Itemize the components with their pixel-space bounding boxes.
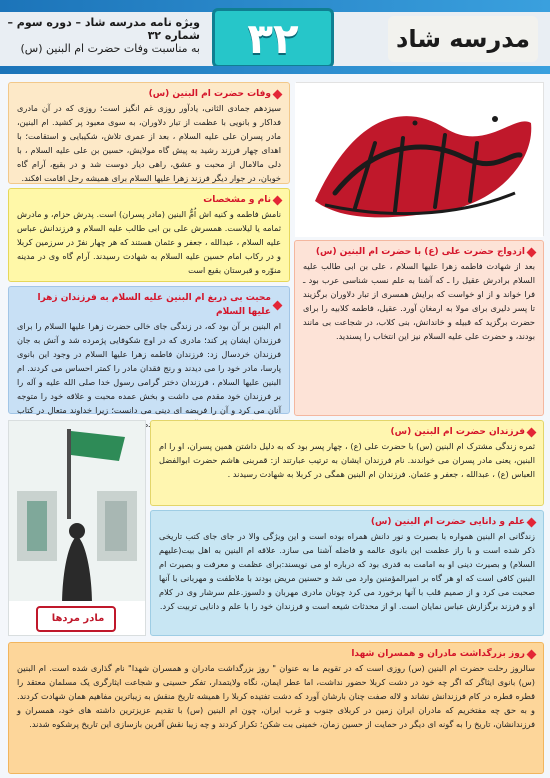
diamond-bullet-icon [273,89,283,99]
section-title [159,515,535,529]
header-bottom-stripe [0,66,550,74]
section-text: سیزدهم جمادی الثانی، یادآور روزی غم انگیز است؛ روزی که در آن مادری فداکار و بانویی با عظمت از تبار دلاوران، به سوی معبود پر کشید. ام البنین، مادر پسران علی علیه السلام ، بعد از عمری تلاش، شکیبایی و استقامت؛ با اهدای چهار فرزند رشید به پیش گاه مولایش، حسین بن علی علیه السلام ، با دلی مالامال از محبت و عشق، راهی دیار دوست شد و در بقیع، آرام گاه خوبان، در جوار دیگر فرزند زهرا علیها السلام برای همیشه رحل اقامت افکند. [17,103,281,183]
section-title [17,87,281,101]
section-wafat [8,82,290,184]
section-title-text: محبت بی دریغ ام البنین علیه السلام به فرزندان زهرا علیها السلام [37,293,271,317]
diamond-bullet-icon [527,517,537,527]
section-title-text: ازدواج حضرت علی (ع) با حضرت ام البنین (س) [315,247,525,257]
section-text: زندگانی ام البنین همواره با بصیرت و نور دانش همراه بوده است و این ویژگی والا در جای جای کتب تاریخی ذکر شده است و با راز عظمت این بانوی عالمه و فاضله آشنا می سازد. علاقه ام البنین به اهل بیت(علیهم السلام) و بصیرت دینی او به امامت به قدری بود که درباره او می نویسند:برای عظمت و معرفت و بصیرت ام البنین کافی است که او هر گاه بر امیرالمؤمنین وارد می شد و حسنین مریض بودند با ملاطفت و مهربانی با آنها صحبت می کرد و از صمیم قلب با آنها برخورد می کرد چونان مادری مهربان و دلسوز.علم سرشار وی در کلام او و فرزند برگزارش عباس نمایان است. او از محدثات شیعه است و فرزندان خود را با علم و دانایی تربیت کرد. [159,531,535,611]
brand-title: مدرسه شاد [388,16,538,62]
section-text: ثمره زندگی مشترک ام البنین (س) با حضرت علی (ع) ، چهار پسر بود که به دلیل داشتن همین پسران، او را ام البنین، یعنی مادر پسران می خواندند. نام فرزندان ایشان به ترتیب عبارتند از: قمربنی هاشم حضرت ابوالفضل العباس (ع) ، عبدالله ، جعفر و عثمان. فرزندان ام البنین همگی در کربلا به شهادت رسیدند . [159,441,535,479]
section-title-text: وفات حضرت ام البنین (س) [148,89,271,99]
section-title-text: علم و دانایی حضرت ام البنین (س) [370,517,525,527]
calligraphy-icon [295,83,543,237]
section-text: ام البنین بر آن بود که، در زندگی جای خالی حضرت زهرا علیها السلام را برای فرزندان ایشان پر کند؛ مادری که در اوج شکوفایی پژمرده شد و آتش به جان فرزندان خردسال زد: فرزندان فاطمه زهرا علیها السلام در وجود این بانوی پارسا، مادر خود را می دیدند و رنج فقدان مادر را کمتر احساس می کردند. ام البنین علیها السلام ، فرزندان دختر گرامی رسول خدا صلی الله علیه و آله را بر فرزندان خود مقدم می داشت و بخش عمده محبت و علاقه خود را متوجه آنان می کرد و آن را فریضه ای دینی می دانست؛ زیرا خداوند متعال در کتاب [17,321,281,415]
diamond-bullet-icon [527,247,537,257]
section-title [17,193,281,207]
section-title-text: فرزندان حضرت ام البنین (س) [390,427,525,437]
section-text: بعد از شهادت فاطمه زهرا علیها السلام ، علی بن ابی طالب علیه السلام برادرش عقیل را ـ که آشنا به علم نسب شناسی عرب بود ـ فرا خواند و از او خواست که برایش همسری از تبار دلاوران برگزیند تا پسر دلیری برای مولا به ارمغان آورد. عقیل، فاطمه کلابیه را برای حضرت برگزید که قبیله و خاندانش، بنی کلاب، در شجاعت بی مانند بودند، و حضرت علی علیه السلام نیز این انتخاب را پسندید. [303,261,535,341]
section-title [159,425,535,439]
section-rooz [8,642,544,774]
diamond-bullet-icon [527,427,537,437]
poster-illustration-icon [8,421,145,636]
section-title-text: نام و مشخصات [203,195,271,205]
section-title [17,291,281,319]
section-title [303,245,535,259]
section-text: نامش فاطمه و کنیه اش اُمُّ البنین (مادر پسران) است. پدرش حزام، و مادرش ثمامه یا لیلاست. همسرش علی بن ابی طالب علیه السلام و فرزندانش عباس علیه السلام ، عبدالله ، جعفر و عثمان هستند که هر چهار نفرْ در سرزمین کربلا و در رکاب امام حسین علیه السلام به شهادت رسیدند. آرام گاه وی در مدینه منوّره و قبرستان بقیع است [17,209,281,275]
header-occasion: به مناسبت وفات حضرت ام البنین (س) [20,42,200,55]
section-text: سالروز رحلت حضرت ام البنین (س) روزی است که در تقویم ما به عنوان " روز بزرگداشت مادران و همسران شهدا" نام گذاری شده است. ام البنین (س) بانوی ایثاگر که اگر چه خود در دشت کربلا حضور نداشت، اما عطر ایمان، نگاه ولایتمدار، تفکر حسینی و شجاعت ایثارگری یک مسلمان معتقد را قطره قطره در کام فرزندانش نشاند و لاله صفت چنان بارشان آورد که دشت تفتیده کربلا را همیشه تاریخ منقش به زیباترین مفاهیم همان شهادت کردند. و به حق چه مفتخریم که مادران ایران زمین در کربلای جنوب و غرب ایران، چون ام البنین (س) با تقدیم عزیزترین داشته های خود، همسران و فرزندانشان، تاریخ را به گونه ای دیگر در حمایت از حسین زمان، خمینی بت شکن؛ تکرار کردند و چه زیبا نقش آفرین بازسازی این تاریخ پرشکوه شدند. [17,663,535,729]
calligraphy-artwork [296,82,544,236]
diamond-bullet-icon [273,300,283,310]
poster-artwork [8,420,146,636]
section-ezdevaj [294,240,544,416]
header-subtitle: ویژه نامه مدرسه شاد – دوره سوم – شماره ۳۲ [7,16,200,42]
section-title-text: روز بزرگداشت مادران و همسران شهدا [351,649,525,659]
section-title [17,647,535,661]
section-farzandan [150,420,544,506]
section-name [8,188,290,282]
diamond-bullet-icon [273,195,283,205]
issue-number: ۳۲ [212,8,334,68]
diamond-bullet-icon [527,649,537,659]
header [0,0,550,74]
section-mahabbat [8,286,290,414]
section-elm [150,510,544,636]
poster-caption: مادر مردها [51,613,105,624]
